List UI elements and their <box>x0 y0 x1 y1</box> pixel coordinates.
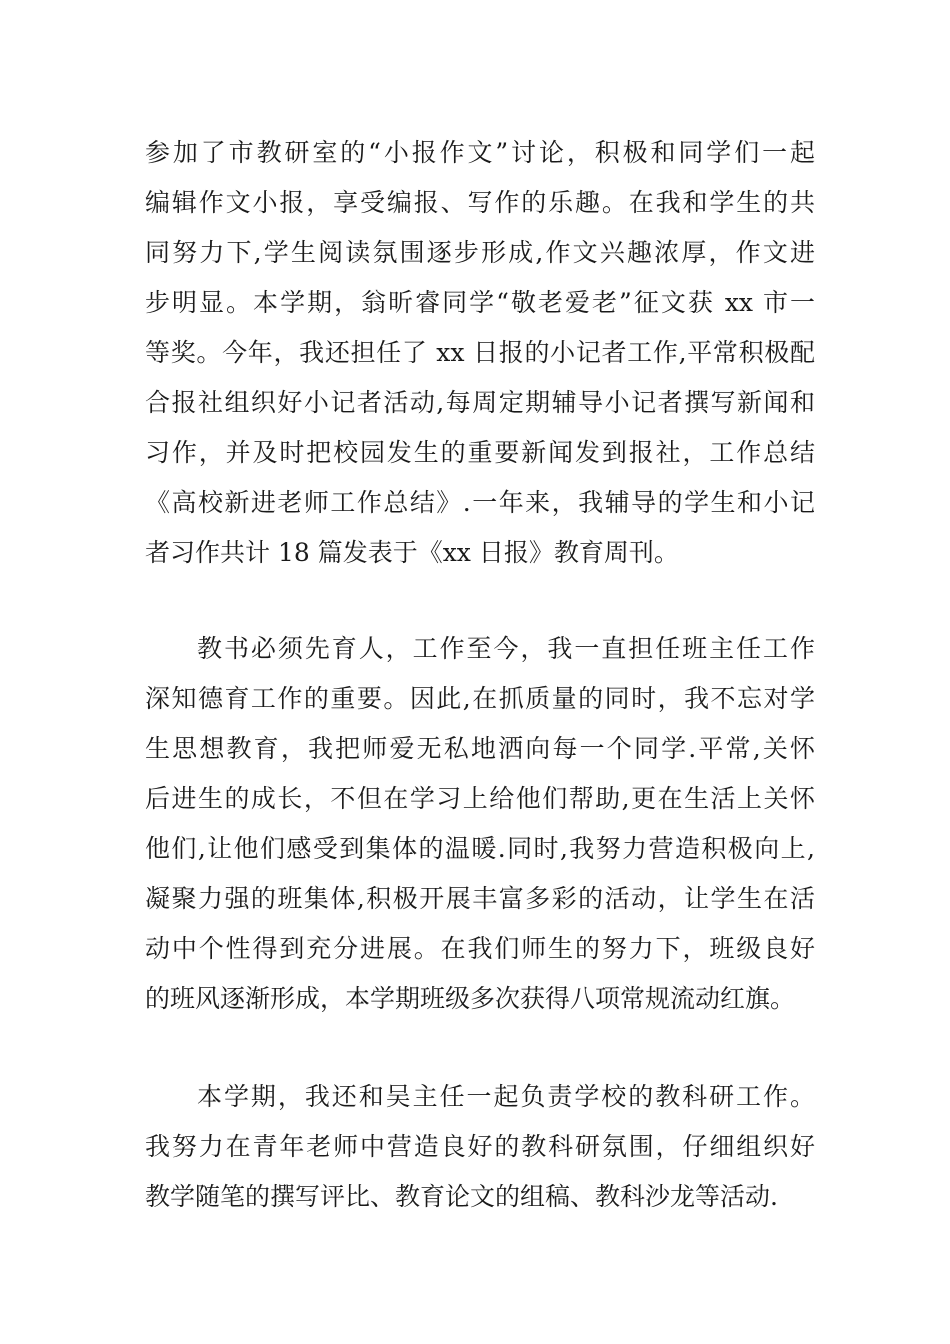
paragraph-line: 合报社组织好小记者活动,每周定期辅导小记者撰写新闻和 <box>145 388 815 417</box>
paragraph-line: 教书必须先育人，工作至今，我一直担任班主任工作 <box>197 634 815 663</box>
paragraph-line: 《高校新进老师工作总结》.一年来，我辅导的学生和小记 <box>145 488 815 517</box>
paragraph-line: 本学期，我还和吴主任一起负责学校的教科研工作。 <box>197 1082 815 1111</box>
paragraph-line: 习作，并及时把校园发生的重要新闻发到报社，工作总结 <box>145 438 815 467</box>
paragraph-3 <box>145 1072 815 1222</box>
paragraph-line: 等奖。今年，我还担任了 xx 日报的小记者工作,平常积极配 <box>145 338 815 367</box>
paragraph-line: 者习作共计 18 篇发表于《xx 日报》教育周刊。 <box>145 538 679 567</box>
paragraph-line: 深知德育工作的重要。因此,在抓质量的同时，我不忘对学 <box>145 684 815 713</box>
paragraph-2 <box>145 624 815 1024</box>
paragraph-line: 编辑作文小报，享受编报、写作的乐趣。在我和学生的共 <box>145 188 815 217</box>
paragraph-line: 参加了市教研室的“小报作文”讨论，积极和同学们一起 <box>145 138 815 167</box>
paragraph-1 <box>145 128 815 578</box>
paragraph-line: 我努力在青年老师中营造良好的教科研氛围，仔细组织好 <box>145 1132 815 1161</box>
paragraph-line: 同努力下,学生阅读氛围逐步形成,作文兴趣浓厚，作文进 <box>145 238 815 267</box>
paragraph-line: 凝聚力强的班集体,积极开展丰富多彩的活动，让学生在活 <box>145 884 815 913</box>
paragraph-line: 动中个性得到充分进展。在我们师生的努力下，班级良好 <box>145 934 815 963</box>
paragraph-line: 教学随笔的撰写评比、教育论文的组稿、教科沙龙等活动. <box>145 1182 778 1211</box>
paragraph-line: 后进生的成长，不但在学习上给他们帮助,更在生活上关怀 <box>145 784 815 813</box>
paragraph-line: 的班风逐渐形成，本学期班级多次获得八项常规流动红旗。 <box>145 984 796 1013</box>
paragraph-line: 生思想教育，我把师爱无私地洒向每一个同学.平常,关怀 <box>145 734 815 763</box>
paragraph-line: 他们,让他们感受到集体的温暖.同时,我努力营造积极向上, <box>145 834 815 863</box>
paragraph-line: 步明显。本学期，翁昕睿同学“敬老爱老”征文获 xx 市一 <box>145 288 815 317</box>
